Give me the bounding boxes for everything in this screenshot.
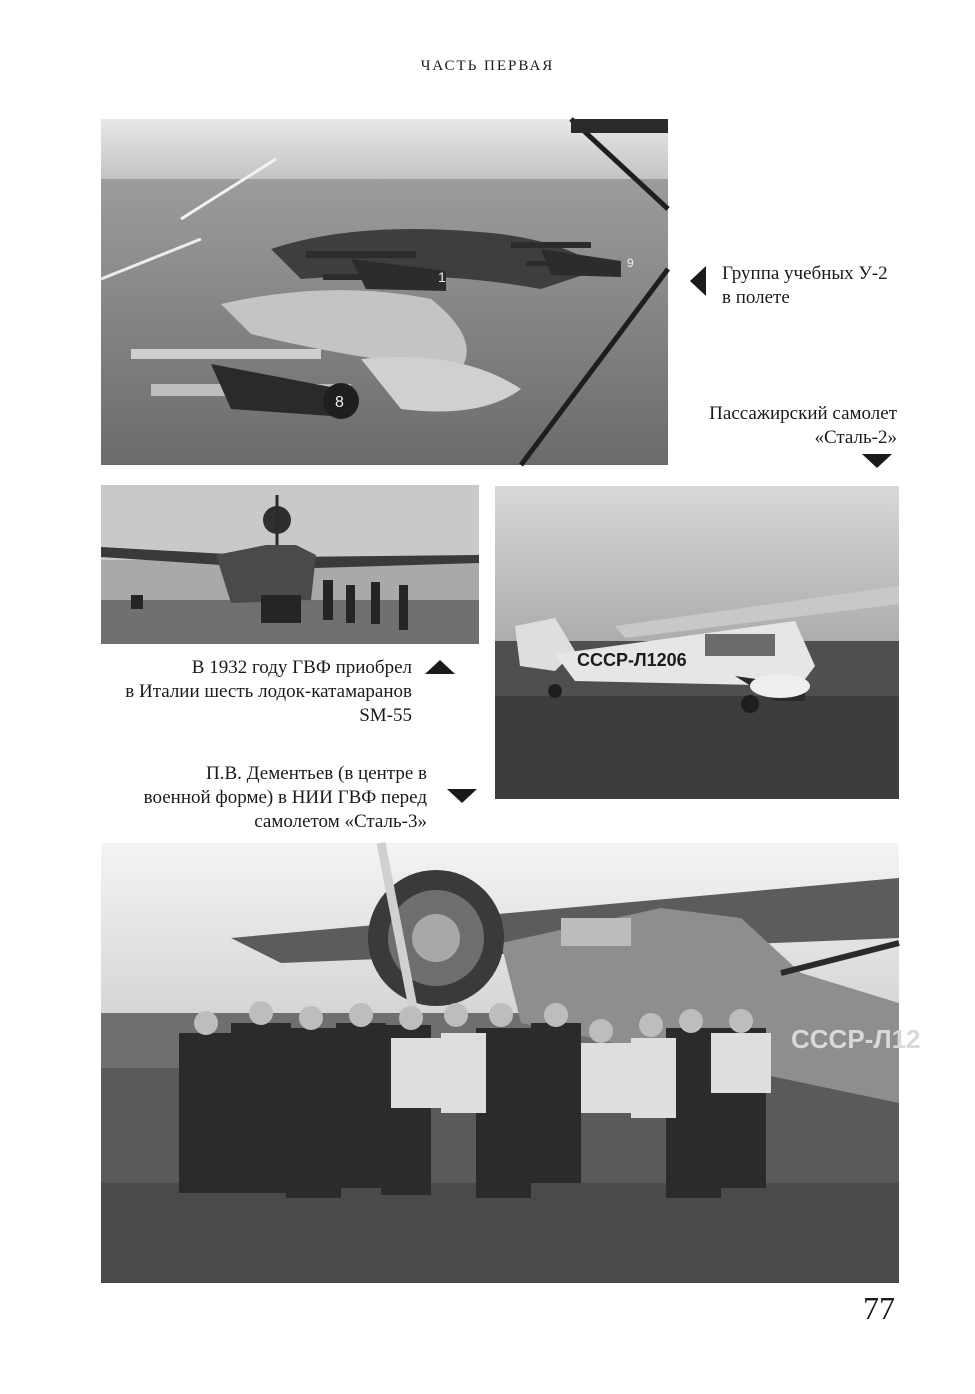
running-title: ЧАСТЬ ПЕРВАЯ	[420, 58, 555, 74]
page-number: 77	[863, 1290, 895, 1326]
plane-number-1: 1	[438, 269, 446, 285]
photo-stal2	[495, 486, 899, 799]
caption-line: «Сталь-2»	[814, 427, 897, 448]
plane-number-9: 9	[627, 256, 634, 270]
arrow-left-icon	[690, 266, 706, 296]
photo-sm55	[101, 485, 479, 644]
arrow-down-icon	[447, 789, 477, 803]
caption-line: военной форме) в НИИ ГВФ перед	[143, 787, 427, 808]
arrow-up-icon	[425, 660, 455, 674]
caption-line: самолетом «Сталь-3»	[254, 811, 427, 832]
arrow-down-icon	[862, 454, 892, 468]
caption-line: Пассажирский самолет	[709, 403, 897, 424]
caption-line: Группа учебных У-2	[722, 263, 888, 284]
caption-u2	[722, 262, 888, 310]
caption-line: П.В. Дементьев (в центре в	[205, 763, 427, 784]
caption-line: в полете	[722, 287, 790, 308]
photo-u2-formation	[101, 119, 668, 465]
caption-line: В 1932 году ГВФ приобрел	[191, 657, 412, 678]
caption-stal2	[709, 402, 897, 450]
plane-number-8: 8	[335, 394, 344, 411]
caption-line: в Италии шесть лодок-катамаранов	[125, 681, 412, 702]
caption-sm55	[125, 656, 412, 728]
plane-registration-stal2: СССР-Л1206	[577, 650, 687, 670]
plane-registration-stal3: СССР-Л12	[791, 1024, 921, 1054]
photo-stal3-group	[101, 843, 921, 1283]
caption-line: SM-55	[359, 705, 412, 726]
caption-stal3	[144, 762, 427, 834]
